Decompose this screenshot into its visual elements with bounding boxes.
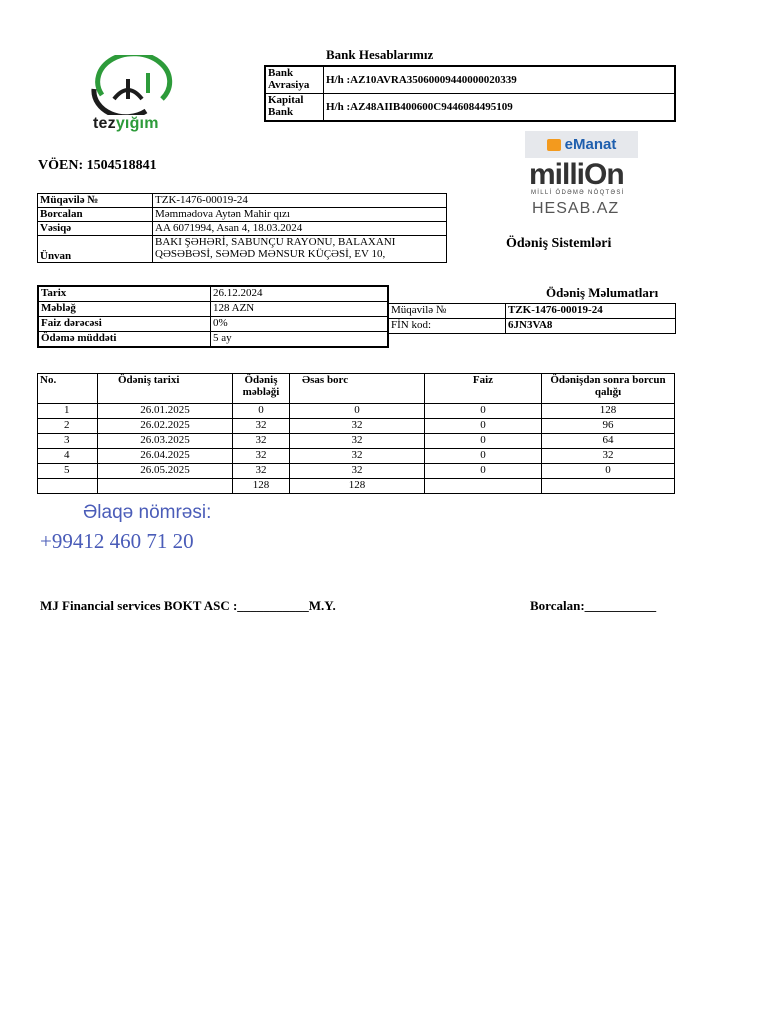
schedule-cell: 32 <box>290 449 425 464</box>
million-logo <box>529 160 641 196</box>
address-line-2: QƏSƏBƏSİ, SƏMƏD MƏNSUR KÜÇƏSİ, EV 10, <box>155 248 386 260</box>
payment-schedule-table <box>37 373 675 494</box>
company-logo <box>88 55 176 135</box>
contract-label: Müqavilə № <box>38 194 153 208</box>
contract-value: TZK-1476-00019-24 <box>153 194 447 208</box>
schedule-cell: 32 <box>233 464 290 479</box>
address-row <box>38 236 447 263</box>
schedule-cell: 2 <box>38 419 98 434</box>
contract-row <box>38 222 447 236</box>
schedule-cell: 3 <box>38 434 98 449</box>
payment-info-label: FİN kod: <box>389 319 506 334</box>
address-label: Ünvan <box>38 236 153 263</box>
schedule-cell: 128 <box>542 404 675 419</box>
contract-row <box>38 208 447 222</box>
contract-label: Borcalan <box>38 208 153 222</box>
bank-accounts-title: Bank Hesablarımız <box>326 47 434 62</box>
bank-name: Kapital Bank <box>265 94 324 122</box>
address-line-1: BAKI ŞƏHƏRİ, SABUNÇU RAYONU, BALAXANI <box>155 236 396 248</box>
loan-table <box>37 285 389 348</box>
emanat-logo <box>525 131 638 158</box>
schedule-cell: 32 <box>290 464 425 479</box>
schedule-cell: 0 <box>290 404 425 419</box>
loan-row <box>38 317 388 332</box>
loan-value: 0% <box>211 317 389 332</box>
voen: VÖEN: 1504518841 <box>38 158 157 173</box>
schedule-header: No. <box>38 374 98 404</box>
loan-row <box>38 302 388 317</box>
loan-label: Məbləğ <box>38 302 211 317</box>
schedule-cell: 64 <box>542 434 675 449</box>
bank-row <box>265 94 675 122</box>
loan-value: 26.12.2024 <box>211 286 389 302</box>
schedule-cell: 26.01.2025 <box>98 404 233 419</box>
payment-systems-title: Ödəniş Sistemləri <box>506 236 612 251</box>
contact-phone: +99412 460 71 20 <box>40 529 194 553</box>
schedule-total-cell <box>542 479 675 494</box>
payment-info-row <box>389 304 676 319</box>
payment-info-title: Ödəniş Məlumatları <box>546 285 659 300</box>
contract-table <box>37 193 447 263</box>
logo-text-tez: tez <box>93 115 116 132</box>
million-subtitle: MİLLİ ÖDƏMƏ NÖQTƏSİ <box>531 190 625 196</box>
schedule-cell: 0 <box>425 449 542 464</box>
bank-name: Bank Avrasiya <box>265 66 324 94</box>
schedule-cell: 26.04.2025 <box>98 449 233 464</box>
logo-mark-icon <box>88 55 176 115</box>
schedule-cell: 32 <box>542 449 675 464</box>
contact-label: Əlaqə nömrəsi: <box>83 502 212 523</box>
contract-value: AA 6071994, Asan 4, 18.03.2024 <box>153 222 447 236</box>
address-value <box>153 236 447 263</box>
bank-accounts-table <box>264 65 676 122</box>
schedule-header: Əsas borc <box>290 374 425 404</box>
schedule-totals-row <box>38 479 675 494</box>
payment-info-label: Müqavilə № <box>389 304 506 319</box>
schedule-cell: 0 <box>425 404 542 419</box>
bank-account: H/h :AZ48AIIB400600C9446084495109 <box>324 94 676 122</box>
logo-text-yigim: yığım <box>115 115 159 132</box>
schedule-row <box>38 404 675 419</box>
schedule-cell: 32 <box>290 434 425 449</box>
schedule-header-row <box>38 374 675 404</box>
schedule-row <box>38 464 675 479</box>
loan-label: Tarix <box>38 286 211 302</box>
loan-label: Ödəmə müddəti <box>38 332 211 348</box>
schedule-cell: 0 <box>425 434 542 449</box>
loan-row <box>38 332 388 348</box>
schedule-total-cell <box>98 479 233 494</box>
schedule-cell: 26.05.2025 <box>98 464 233 479</box>
schedule-cell: 32 <box>233 419 290 434</box>
payment-info-row <box>389 319 676 334</box>
schedule-total-cell <box>425 479 542 494</box>
schedule-cell: 1 <box>38 404 98 419</box>
schedule-header: Ödənişdən sonra borcun qalığı <box>542 374 675 404</box>
schedule-header: Ödəniş tarixi <box>98 374 233 404</box>
schedule-total-cell: 128 <box>233 479 290 494</box>
company-signature-line: MJ Financial services BOKT ASC :___________M.Y. <box>40 598 336 613</box>
schedule-cell: 96 <box>542 419 675 434</box>
bank-row <box>265 66 675 94</box>
schedule-cell: 0 <box>425 464 542 479</box>
loan-value: 5 ay <box>211 332 389 348</box>
schedule-row <box>38 434 675 449</box>
schedule-total-cell: 128 <box>290 479 425 494</box>
schedule-cell: 26.03.2025 <box>98 434 233 449</box>
bank-account: H/h :AZ10AVRA35060009440000020339 <box>324 66 676 94</box>
schedule-row <box>38 419 675 434</box>
schedule-cell: 26.02.2025 <box>98 419 233 434</box>
hesab-logo: HESAB.AZ <box>532 200 620 217</box>
schedule-cell: 32 <box>290 419 425 434</box>
contract-row <box>38 194 447 208</box>
schedule-total-cell <box>38 479 98 494</box>
schedule-cell: 5 <box>38 464 98 479</box>
payment-info-value: 6JN3VA8 <box>506 319 676 334</box>
schedule-cell: 0 <box>425 419 542 434</box>
schedule-header: Faiz <box>425 374 542 404</box>
emanat-text: eManat <box>564 136 617 153</box>
schedule-row <box>38 449 675 464</box>
emanat-icon <box>547 139 561 151</box>
loan-label: Faiz dərəcəsi <box>38 317 211 332</box>
payment-info-value: TZK-1476-00019-24 <box>506 304 676 319</box>
schedule-header: Ödəniş məbləği <box>233 374 290 404</box>
contract-value: Məmmədova Aytən Mahir qızı <box>153 208 447 222</box>
contract-label: Vəsiqə <box>38 222 153 236</box>
payment-info-table <box>388 303 676 334</box>
schedule-cell: 32 <box>233 449 290 464</box>
loan-value: 128 AZN <box>211 302 389 317</box>
borrower-signature-line: Borcalan:___________ <box>530 598 657 613</box>
loan-row <box>38 286 388 302</box>
million-text: milliOn <box>529 158 624 191</box>
schedule-cell: 4 <box>38 449 98 464</box>
schedule-cell: 0 <box>542 464 675 479</box>
schedule-cell: 0 <box>233 404 290 419</box>
schedule-cell: 32 <box>233 434 290 449</box>
